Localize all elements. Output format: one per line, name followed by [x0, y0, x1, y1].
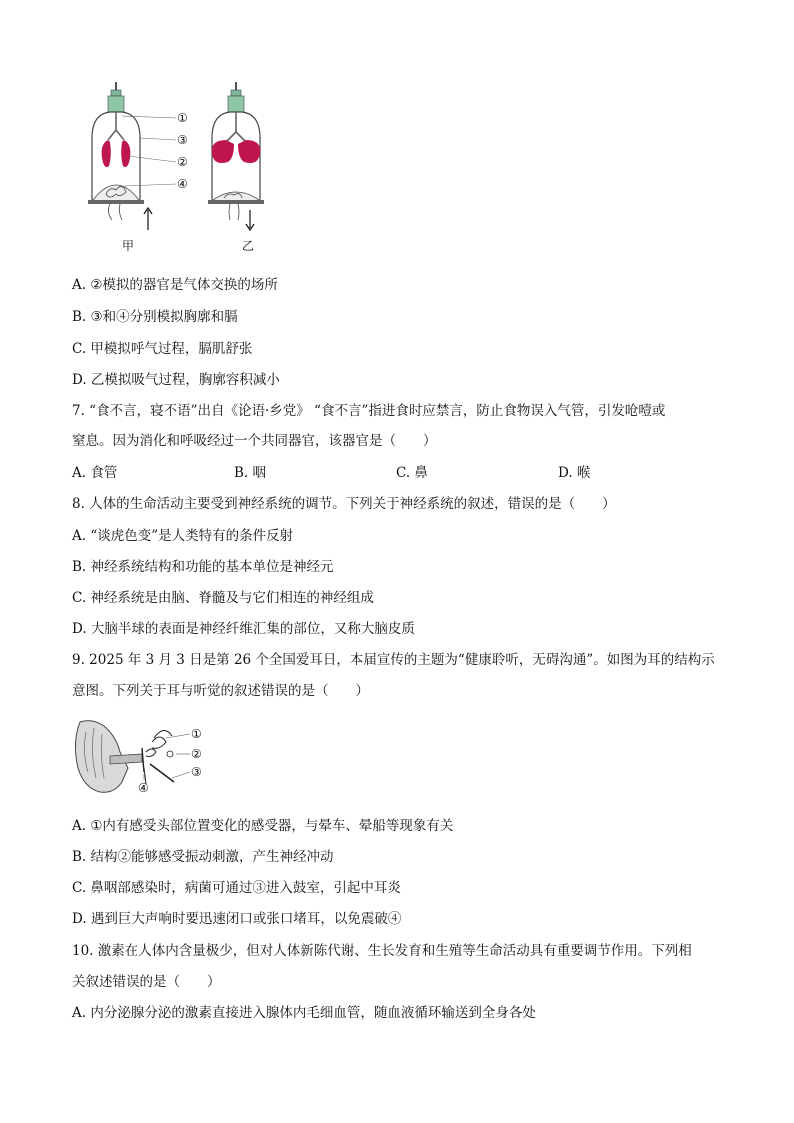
q10-stem-line1: 10. 激素在人体内含量极少，但对人体新陈代谢、生长发育和生殖等生命活动具有重要调节作用。下列相: [72, 943, 692, 959]
q9-option-b: B. 结构②能够感受振动刺激，产生神经冲动: [72, 849, 334, 865]
marker-1: ①: [177, 111, 188, 125]
q9-stem-line1: 9. 2025 年 3 月 3 日是第 26 个全国爱耳日，本届宣传的主题为“健康聆听，无碍沟通”。如图为耳的结构示: [72, 652, 715, 668]
q10-stem-line2: 关叙述错误的是（ ）: [72, 974, 221, 990]
ear-structure-figure: [70, 712, 220, 796]
q7-stem-line1: 7. “食不言，寝不语”出自《论语·乡党》 “食不言”指进食时应禁言，防止食物误入气管，引发呛噎或: [72, 403, 666, 419]
marker-3: ③: [177, 133, 188, 147]
q6-option-b: B. ③和④分别模拟胸廓和膈: [72, 309, 238, 325]
q9-option-a: A. ①内有感受头部位置变化的感受器，与晕车、晕船等现象有关: [72, 818, 454, 834]
ear-marker-1: ①: [191, 727, 202, 741]
q9-stem-line2: 意图。下列关于耳与听觉的叙述错误的是（ ）: [72, 683, 369, 699]
q8-option-c: C. 神经系统是由脑、脊髓及与它们相连的神经组成: [72, 590, 374, 606]
q8-option-b: B. 神经系统结构和功能的基本单位是神经元: [72, 559, 334, 575]
q9-option-d: D. 遇到巨大声响时要迅速闭口或张口堵耳，以免震破④: [72, 911, 402, 927]
bell-jar-right: [208, 82, 264, 230]
q7-option-c: C. 鼻: [396, 465, 428, 481]
q10-option-a: A. 内分泌腺分泌的激素直接进入腺体内毛细血管，随血液循环输送到全身各处: [72, 1005, 536, 1021]
q7-option-d: D. 喉: [558, 465, 591, 481]
bell-jar-left: [88, 82, 176, 230]
q6-option-d: D. 乙模拟吸气过程，胸廓容积减小: [72, 372, 280, 388]
bell-jar-figure: [84, 78, 284, 256]
ear-marker-3: ③: [191, 765, 202, 779]
q8-option-a: A. “谈虎色变”是人类特有的条件反射: [72, 528, 294, 544]
ear-marker-4: ④: [138, 781, 149, 795]
q6-option-a: A. ②模拟的器官是气体交换的场所: [72, 277, 278, 293]
q8-stem: 8. 人体的生命活动主要受到神经系统的调节。下列关于神经系统的叙述，错误的是（ ）: [72, 496, 616, 512]
q7-option-a: A. 食管: [72, 465, 118, 481]
q8-option-d: D. 大脑半球的表面是神经纤维汇集的部位，又称大脑皮质: [72, 621, 415, 637]
label-jia: 甲: [122, 239, 135, 253]
ear-marker-2: ②: [191, 747, 202, 761]
marker-4: ④: [177, 177, 188, 191]
label-yi: 乙: [242, 239, 255, 253]
q7-stem-line2: 窒息。因为消化和呼吸经过一个共同器官，该器官是（ ）: [72, 433, 437, 449]
q9-option-c: C. 鼻咽部感染时，病菌可通过③进入鼓室，引起中耳炎: [72, 880, 401, 896]
q6-option-c: C. 甲模拟呼气过程，膈肌舒张: [72, 341, 253, 357]
marker-2: ②: [177, 155, 188, 169]
q7-option-b: B. 咽: [234, 465, 267, 481]
